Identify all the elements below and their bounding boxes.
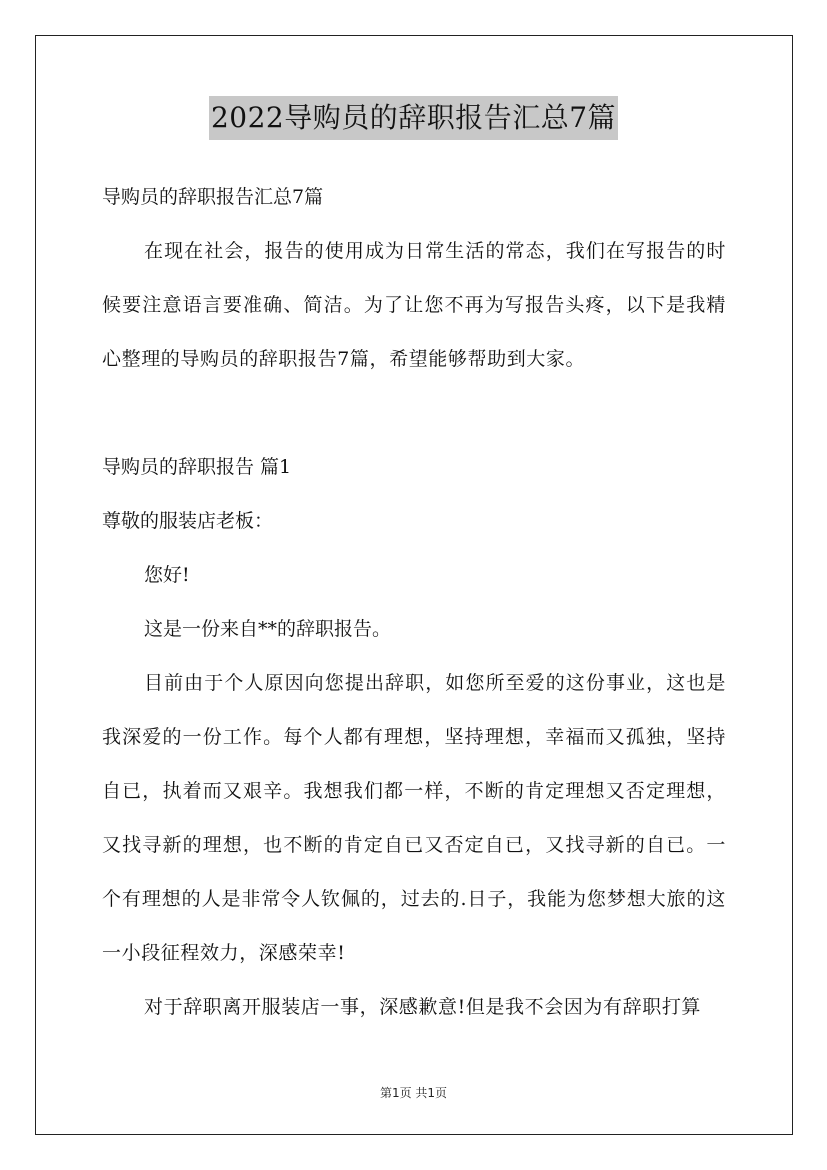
section-heading: 导购员的辞职报告 篇1 <box>102 456 292 478</box>
page-footer: 第1页 共1页 <box>379 1086 448 1100</box>
paragraph-1: 这是一份来自**的辞职报告。 <box>144 618 392 640</box>
document-body <box>102 170 726 1034</box>
paragraph-3: 对于辞职离开服装店一事，深感歉意!但是我不会因为有辞职打算 <box>144 996 702 1018</box>
paragraph-2: 目前由于个人原因向您提出辞职，如您所至爱的这份事业，这也是我深爱的一份工作。每个人都有理想，坚持理想，幸福而又孤独，坚持自已，执着而又艰辛。我想我们都一样，不断的肯定理想又否定理想，又找寻新的理想，也不断的肯定自已又否定自已，又找寻新的自已。一个有理想的人是非常令人钦佩的，过去的.日子，我能为您梦想大旅的这一小段征程效力，深感荣幸! <box>102 672 726 964</box>
blank-line <box>102 386 726 440</box>
salutation: 尊敬的服装店老板： <box>102 510 274 532</box>
greeting: 您好! <box>144 564 190 586</box>
title-container <box>0 96 827 140</box>
document-subtitle: 导购员的辞职报告汇总7篇 <box>102 186 324 208</box>
intro-paragraph: 在现在社会，报告的使用成为日常生活的常态，我们在写报告的时候要注意语言要准确、简洁。为了让您不再为写报告头疼，以下是我精心整理的导购员的辞职报告7篇，希望能够帮助到大家。 <box>102 240 726 370</box>
document-title: 2022导购员的辞职报告汇总7篇 <box>209 96 618 140</box>
